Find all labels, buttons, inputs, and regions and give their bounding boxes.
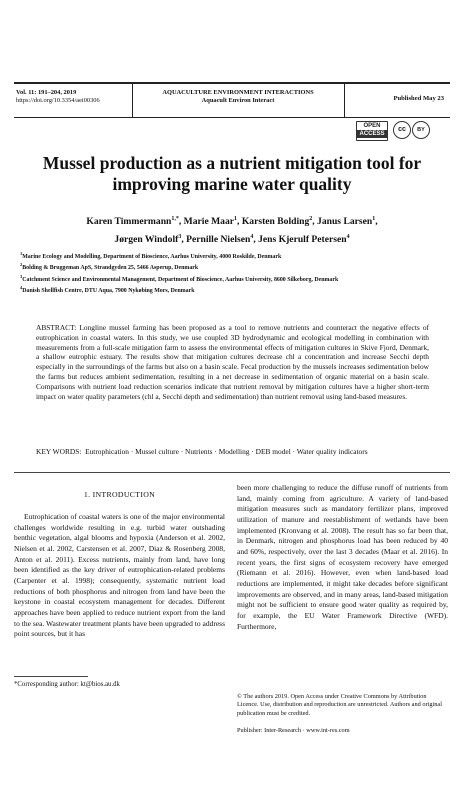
author-name: Jørgen Windolf (114, 233, 179, 245)
affiliation-item (20, 284, 460, 295)
journal-header (14, 82, 450, 118)
intro-paragraph-continued: been more challenging to reduce the diffuse runoff of nutrients from land, mainly coming from agriculture. A variety of land-based mitigation measures such as mandatory fertilizer plans, improved utilization of manure and reestablishment of wetlands have been implemented (Kronvang et al. 2008). The result has so far been that, in Denmark, nitrogen and phosphorus load has been reduced by 40 and 60%, respectively, over the last 3 decades (Maar et al. 2016). In recent years, the first signs of ecosystem recovery have emerged (Riemann et al. 2016). However, even when land-based load reductions are implemented, it might take decades before significant improvements are observed, and in many areas, land-based mitigation might not be sufficient to ensure good water quality as required by, for example, the EU Water Framework Directive (WFD). Furthermore, (237, 483, 448, 631)
corresponding-author: *Corresponding author: kt@bios.au.dk (14, 681, 120, 688)
access-label: ACCESS (357, 130, 387, 138)
section-heading: 1. INTRODUCTION (83, 490, 156, 499)
author-affiliation-marker: 4 (250, 233, 254, 240)
author-name: Pernille Nielsen (186, 233, 251, 245)
affiliation-item (20, 261, 460, 272)
intro-paragraph: Eutrophication of coastal waters is one of the major environmental challenges worldwide resulting in e.g. turbid water outshading benthic vegetation, algal blooms and hypoxia (Anderson et al. 2002, Nielsen et al. 2002, Carstensen et al. 2007, Diaz & Rosenberg 2008, Anton et al. 2011). Excess nutrients, mainly from land, have long been identified as the key driver of eutrophication-related problems (Carpenter et al. 1998); consequently, systematic nutrient load reductions of both phosphorus and nitrogen from land have been the keystone in coastal ecosystem management for decades. Different approaches have been applied to reduce nutrient export from the land to the sea. Wastewater treatment plants have been upgraded to address point sources, but it has (14, 512, 225, 639)
keywords-label: KEY WORDS: (36, 447, 82, 456)
journal-abbrev: Aquacult Environ Interact (201, 97, 275, 105)
keywords-text: Eutrophication · Mussel culture · Nutrients · Modelling · DEB model · Water quality indicators (85, 447, 368, 456)
author-affiliation-marker: 1,* (171, 216, 179, 222)
affiliation-marker: 1 (20, 251, 23, 256)
author-list: Karen Timmermann$^{1,*}$, Marie Maar$^1$, Karsten Bolding$^2$, Janus Larsen$^1$, Jørgen Windolf$^3$, Pernille Nielsen$^4$, Jens Kjerulf Petersen$^4$ (86, 216, 378, 245)
doi-link[interactable]: https://doi.org/10.3354/aei00306 (16, 97, 100, 105)
author-affiliation-marker: 2 (309, 216, 313, 222)
author-affiliation-marker: 1 (234, 216, 238, 222)
by-license-icon: BY (412, 121, 430, 139)
affiliation-text: Catchment Science and Environmental Management, Department of Bioscience, Aarhus University, 8600 Silkeborg, Denmark (22, 276, 339, 283)
affiliation-marker: 2 (20, 262, 23, 268)
affiliation-item (20, 250, 460, 261)
author-name: Janus Larsen (317, 216, 373, 228)
published-date: Published May 23 (393, 95, 444, 102)
footnote-divider (14, 676, 88, 677)
author-name: Jens Kjerulf Petersen (258, 233, 347, 245)
open-label: OPEN (363, 123, 381, 129)
header-divider (344, 84, 345, 117)
header-divider (132, 84, 133, 117)
affiliation-list (20, 250, 460, 295)
affiliation-item (20, 273, 460, 284)
volume-info (16, 89, 100, 106)
affiliation-text: Bolding & Bruggeman ApS, Strandgyden 25, 5466 Asperup, Denmark (22, 265, 199, 272)
publisher-info: Publisher: Inter-Research · www.int-res.com (237, 727, 350, 734)
journal-name (138, 89, 338, 106)
abstract (36, 323, 429, 401)
open-access-badge (356, 121, 388, 141)
keywords (36, 447, 429, 457)
abstract-label: ABSTRACT: (36, 323, 77, 332)
affiliation-marker: 3 (20, 273, 23, 279)
article-title: Mussel production as a nutrient mitigation tool for improving marine water quality (42, 153, 422, 194)
volume-text: Vol. 11: 191–204, 2019 (16, 89, 77, 96)
cc-license-icon: cc (393, 121, 411, 139)
journal-title: AQUACULTURE ENVIRONMENT INTERACTIONS (162, 89, 314, 96)
author-name: Karsten Bolding (241, 216, 310, 228)
left-column (14, 490, 225, 640)
section-divider (14, 472, 450, 473)
right-column (237, 483, 448, 632)
affiliation-text: Marine Ecology and Modelling, Department of Bioscience, Aarhus University, 4000 Roskilde, Denmark (22, 253, 282, 260)
affiliation-text: Danish Shellfish Centre, DTU Aqua, 7900 Nykøbing Mors, Denmark (22, 287, 195, 294)
author-name: Karen Timmermann (86, 216, 172, 228)
affiliation-marker: 4 (20, 284, 23, 290)
author-affiliation-marker: 1 (372, 216, 376, 222)
author-name: Marie Maar (183, 216, 235, 228)
author-affiliation-marker: 4 (346, 233, 350, 240)
license-notice: © The authors 2019. Open Access under Creative Commons by Attribution Licence. Use, distribution and reproduction are unrestricted. Authors and original publication must be credited. (237, 693, 442, 717)
author-affiliation-marker: 3 (178, 233, 182, 240)
abstract-text: Longline mussel farming has been proposed as a tool to remove nutrients and counteract the negative effects of eutrophication in coastal waters. In this study, we use coupled 3D hydrodynamic and ecological modelling in combination with measurements from a full-scale mitigation farm to assess the environmental effects of mitigation cultures in Skive Fjord, Denmark, a shallow eutrophic estuary. The results show that mitigation cultures decrease chl a concentration and increase Secchi depth especially in the surroundings of the farms but also on a basin scale. Fecal production by the mussels increases sedimentation below the farms but reduces ambient sedimentation, resulting in a net decrease in sedimentation of organic material on a basin scale. Comparisons with nutrient load reduction scenarios indicate that nutrient removal by mitigation cultures have a higher short-term impact on water quality parameters (chl a, Secchi depth and sedimentation) than nutrient removal using land-based measures. (36, 323, 429, 401)
